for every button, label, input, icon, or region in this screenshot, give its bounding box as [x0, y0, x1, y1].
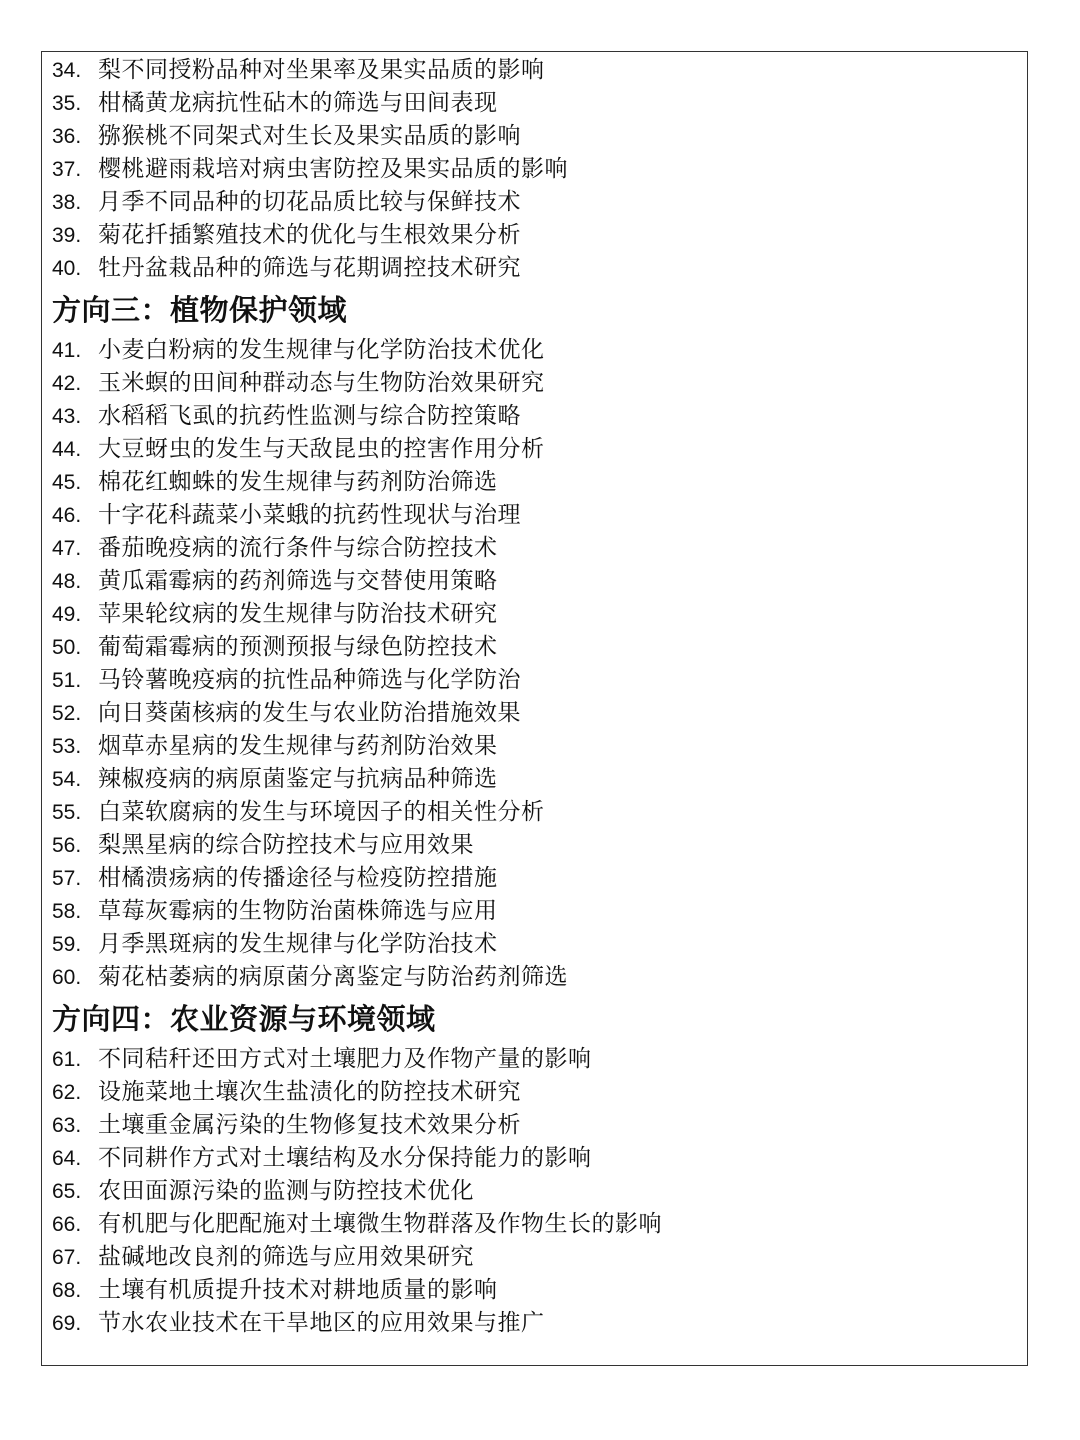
list-item — [52, 631, 1027, 664]
list-item — [52, 153, 1027, 186]
item-number: 37. — [52, 158, 82, 181]
list-item — [52, 433, 1027, 466]
list-item — [52, 895, 1027, 928]
item-title: 棉花红蜘蛛的发生规律与药剂防治筛选 — [98, 469, 498, 495]
item-title: 菊花扦插繁殖技术的优化与生根效果分析 — [98, 222, 521, 248]
item-title: 烟草赤星病的发生规律与药剂防治效果 — [98, 733, 498, 759]
item-number: 49. — [52, 603, 82, 626]
item-title: 土壤有机质提升技术对耕地质量的影响 — [98, 1277, 498, 1303]
section-heading: 方向三：植物保护领域 — [52, 293, 348, 327]
item-number: 63. — [52, 1114, 82, 1137]
list-item — [52, 1142, 1027, 1175]
list-item — [52, 730, 1027, 763]
item-title: 月季黑斑病的发生规律与化学防治技术 — [98, 931, 498, 957]
list-item — [52, 796, 1027, 829]
list-item — [52, 829, 1027, 862]
list-item — [52, 862, 1027, 895]
item-number: 50. — [52, 636, 82, 659]
item-number: 56. — [52, 834, 82, 857]
item-title: 葡萄霜霉病的预测预报与绿色防控技术 — [98, 634, 498, 660]
item-title: 马铃薯晚疫病的抗性品种筛选与化学防治 — [98, 667, 521, 693]
item-title: 玉米螟的田间种群动态与生物防治效果研究 — [98, 370, 545, 396]
list-item — [52, 1175, 1027, 1208]
topic-list — [52, 54, 1027, 285]
item-number: 62. — [52, 1081, 82, 1104]
item-number: 55. — [52, 801, 82, 824]
item-number: 41. — [52, 339, 82, 362]
list-item — [52, 54, 1027, 87]
item-number: 46. — [52, 504, 82, 527]
document-frame — [41, 51, 1028, 1366]
list-item — [52, 961, 1027, 994]
list-item — [52, 1043, 1027, 1076]
item-title: 月季不同品种的切花品质比较与保鲜技术 — [98, 189, 521, 215]
item-number: 59. — [52, 933, 82, 956]
item-title: 大豆蚜虫的发生与天敌昆虫的控害作用分析 — [98, 436, 545, 462]
item-title: 有机肥与化肥配施对土壤微生物群落及作物生长的影响 — [98, 1211, 662, 1237]
list-item — [52, 400, 1027, 433]
topic-list-content — [52, 54, 1027, 1340]
item-title: 番茄晚疫病的流行条件与综合防控技术 — [98, 535, 498, 561]
item-number: 35. — [52, 92, 82, 115]
item-number: 34. — [52, 59, 82, 82]
item-number: 42. — [52, 372, 82, 395]
item-number: 58. — [52, 900, 82, 923]
item-title: 土壤重金属污染的生物修复技术效果分析 — [98, 1112, 521, 1138]
list-item — [52, 1274, 1027, 1307]
item-number: 40. — [52, 257, 82, 280]
item-number: 47. — [52, 537, 82, 560]
list-item — [52, 466, 1027, 499]
item-number: 39. — [52, 224, 82, 247]
item-number: 43. — [52, 405, 82, 428]
item-title: 水稻稻飞虱的抗药性监测与综合防控策略 — [98, 403, 521, 429]
item-title: 樱桃避雨栽培对病虫害防控及果实品质的影响 — [98, 156, 568, 182]
topic-list — [52, 334, 1027, 994]
item-title: 不同秸秆还田方式对土壤肥力及作物产量的影响 — [98, 1046, 592, 1072]
item-number: 48. — [52, 570, 82, 593]
item-number: 68. — [52, 1279, 82, 1302]
item-number: 64. — [52, 1147, 82, 1170]
list-item — [52, 499, 1027, 532]
item-number: 67. — [52, 1246, 82, 1269]
list-item — [52, 1208, 1027, 1241]
item-title: 苹果轮纹病的发生规律与防治技术研究 — [98, 601, 498, 627]
section-heading: 方向四：农业资源与环境领域 — [52, 1002, 436, 1036]
item-title: 农田面源污染的监测与防控技术优化 — [98, 1178, 474, 1204]
list-item — [52, 598, 1027, 631]
item-number: 65. — [52, 1180, 82, 1203]
list-item — [52, 664, 1027, 697]
item-title: 设施菜地土壤次生盐渍化的防控技术研究 — [98, 1079, 521, 1105]
item-number: 61. — [52, 1048, 82, 1071]
item-title: 向日葵菌核病的发生与农业防治措施效果 — [98, 700, 521, 726]
item-title: 不同耕作方式对土壤结构及水分保持能力的影响 — [98, 1145, 592, 1171]
item-title: 小麦白粉病的发生规律与化学防治技术优化 — [98, 337, 545, 363]
item-title: 辣椒疫病的病原菌鉴定与抗病品种筛选 — [98, 766, 498, 792]
item-title: 梨黑星病的综合防控技术与应用效果 — [98, 832, 474, 858]
item-number: 60. — [52, 966, 82, 989]
list-item — [52, 219, 1027, 252]
item-title: 节水农业技术在干旱地区的应用效果与推广 — [98, 1310, 545, 1336]
item-number: 69. — [52, 1312, 82, 1335]
list-item — [52, 87, 1027, 120]
list-item — [52, 1241, 1027, 1274]
item-number: 38. — [52, 191, 82, 214]
list-item — [52, 1076, 1027, 1109]
list-item — [52, 532, 1027, 565]
item-title: 猕猴桃不同架式对生长及果实品质的影响 — [98, 123, 521, 149]
item-title: 牡丹盆栽品种的筛选与花期调控技术研究 — [98, 255, 521, 281]
item-title: 白菜软腐病的发生与环境因子的相关性分析 — [98, 799, 545, 825]
list-item — [52, 334, 1027, 367]
item-number: 66. — [52, 1213, 82, 1236]
item-number: 36. — [52, 125, 82, 148]
item-number: 45. — [52, 471, 82, 494]
item-title: 柑橘黄龙病抗性砧木的筛选与田间表现 — [98, 90, 498, 116]
list-item — [52, 565, 1027, 598]
topic-list — [52, 1043, 1027, 1340]
list-item — [52, 252, 1027, 285]
item-title: 梨不同授粉品种对坐果率及果实品质的影响 — [98, 57, 545, 83]
list-item — [52, 120, 1027, 153]
item-number: 53. — [52, 735, 82, 758]
item-number: 52. — [52, 702, 82, 725]
item-number: 57. — [52, 867, 82, 890]
item-title: 草莓灰霉病的生物防治菌株筛选与应用 — [98, 898, 498, 924]
item-title: 盐碱地改良剂的筛选与应用效果研究 — [98, 1244, 474, 1270]
list-item — [52, 763, 1027, 796]
item-title: 黄瓜霜霉病的药剂筛选与交替使用策略 — [98, 568, 498, 594]
list-item — [52, 186, 1027, 219]
item-title: 十字花科蔬菜小菜蛾的抗药性现状与治理 — [98, 502, 521, 528]
list-item — [52, 928, 1027, 961]
item-title: 菊花枯萎病的病原菌分离鉴定与防治药剂筛选 — [98, 964, 568, 990]
item-number: 51. — [52, 669, 82, 692]
list-item — [52, 367, 1027, 400]
list-item — [52, 697, 1027, 730]
list-item — [52, 1307, 1027, 1340]
list-item — [52, 1109, 1027, 1142]
item-number: 54. — [52, 768, 82, 791]
item-number: 44. — [52, 438, 82, 461]
item-title: 柑橘溃疡病的传播途径与检疫防控措施 — [98, 865, 498, 891]
